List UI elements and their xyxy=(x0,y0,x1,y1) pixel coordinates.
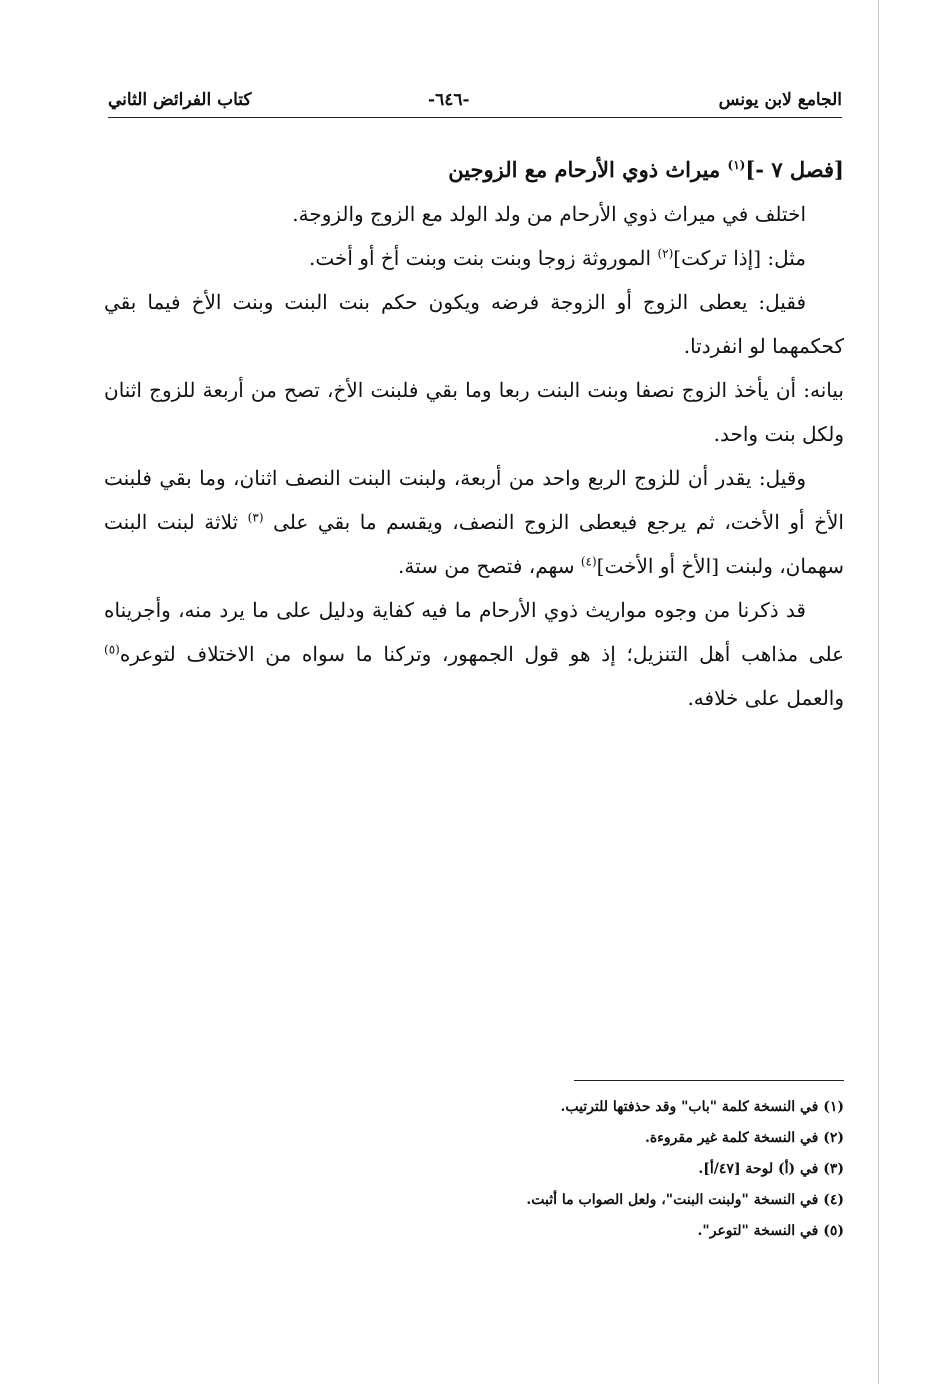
paragraph: اختلف في ميراث ذوي الأرحام من ولد الولد مع الزوج والزوجة. xyxy=(292,202,806,226)
section-title-number: [فصل ٧ -] xyxy=(745,157,844,182)
paragraph-text: سهم، فتصح من ستة. xyxy=(398,554,581,578)
paragraph: بيانه: أن يأخذ الزوج نصفا وبنت البنت ربعا وما بقي فلبنت الأخ، تصح من أربعة للزوج اثنان ولكل بنت واحد. xyxy=(104,378,844,446)
footnote-rule xyxy=(574,1080,844,1081)
footnotes xyxy=(300,1092,844,1247)
header-chapter-title: كتاب الفرائض الثاني xyxy=(108,90,252,110)
footnote: (١) في النسخة كلمة "باب" وقد حذفتها للترتيب. xyxy=(560,1099,844,1115)
paragraph-text: وقيل: يقدر أن للزوج الربع واحد من أربعة، ولبنت البنت النصف اثنان، وما بقي فلبنت الأخ أو الأخت، ثم يرجع فيعطى الزوج النصف، ويقسم ما بقي على xyxy=(104,466,844,534)
header-rule xyxy=(108,117,842,118)
paragraph-text: مثل: [إذا تركت] xyxy=(673,246,806,270)
header-book-title: الجامع لابن يونس xyxy=(718,90,842,110)
paragraph xyxy=(104,456,844,588)
footnote-ref: (٢) xyxy=(657,246,674,261)
paragraph-text: ثلاثة لبنت البنت سهمان، ولبنت [الأخ أو الأخت] xyxy=(104,510,844,578)
paragraph xyxy=(104,236,844,280)
section-title-text: ميراث ذوي الأرحام مع الزوجين xyxy=(448,157,728,182)
footnote: (٤) في النسخة "ولبنت البنت"، ولعل الصواب ما أثبت. xyxy=(526,1192,844,1208)
paragraph-text: الموروثة زوجا وبنت بنت وبنت أخ أو أخت. xyxy=(309,246,658,270)
footnote-ref: (٥) xyxy=(104,642,120,657)
section-title xyxy=(104,148,844,192)
footnote-ref: (٤) xyxy=(580,554,597,569)
running-header xyxy=(108,90,842,116)
paragraph xyxy=(104,588,844,720)
footnote: (٣) في (أ) لوحة [٤٧/أ]. xyxy=(698,1161,844,1177)
paragraph-text: قد ذكرنا من وجوه مواريث ذوي الأرحام ما فيه كفاية ودليل على ما يرد منه، وأجريناه على مذاهب أهل التنزيل؛ إذ هو قول الجمهور، وتركنا ما سواه من الاختلاف لتوعره xyxy=(104,598,844,666)
footnote: (٥) في النسخة "لتوعر". xyxy=(697,1223,844,1239)
footnote: (٢) في النسخة كلمة غير مقروءة. xyxy=(645,1130,844,1146)
footnote-ref: (٣) xyxy=(247,510,264,525)
paragraph: فقيل: يعطى الزوج أو الزوجة فرضه ويكون حكم بنت البنت وبنت الأخ فيما بقي كحكمهما لو انفردتا. xyxy=(104,290,844,358)
footnote-ref: (١) xyxy=(727,158,746,172)
page-number: -٦٤٦- xyxy=(428,90,470,110)
paragraph-text: والعمل على خلافه. xyxy=(687,686,844,710)
page-edge-line xyxy=(878,0,879,1384)
main-text xyxy=(104,148,844,720)
